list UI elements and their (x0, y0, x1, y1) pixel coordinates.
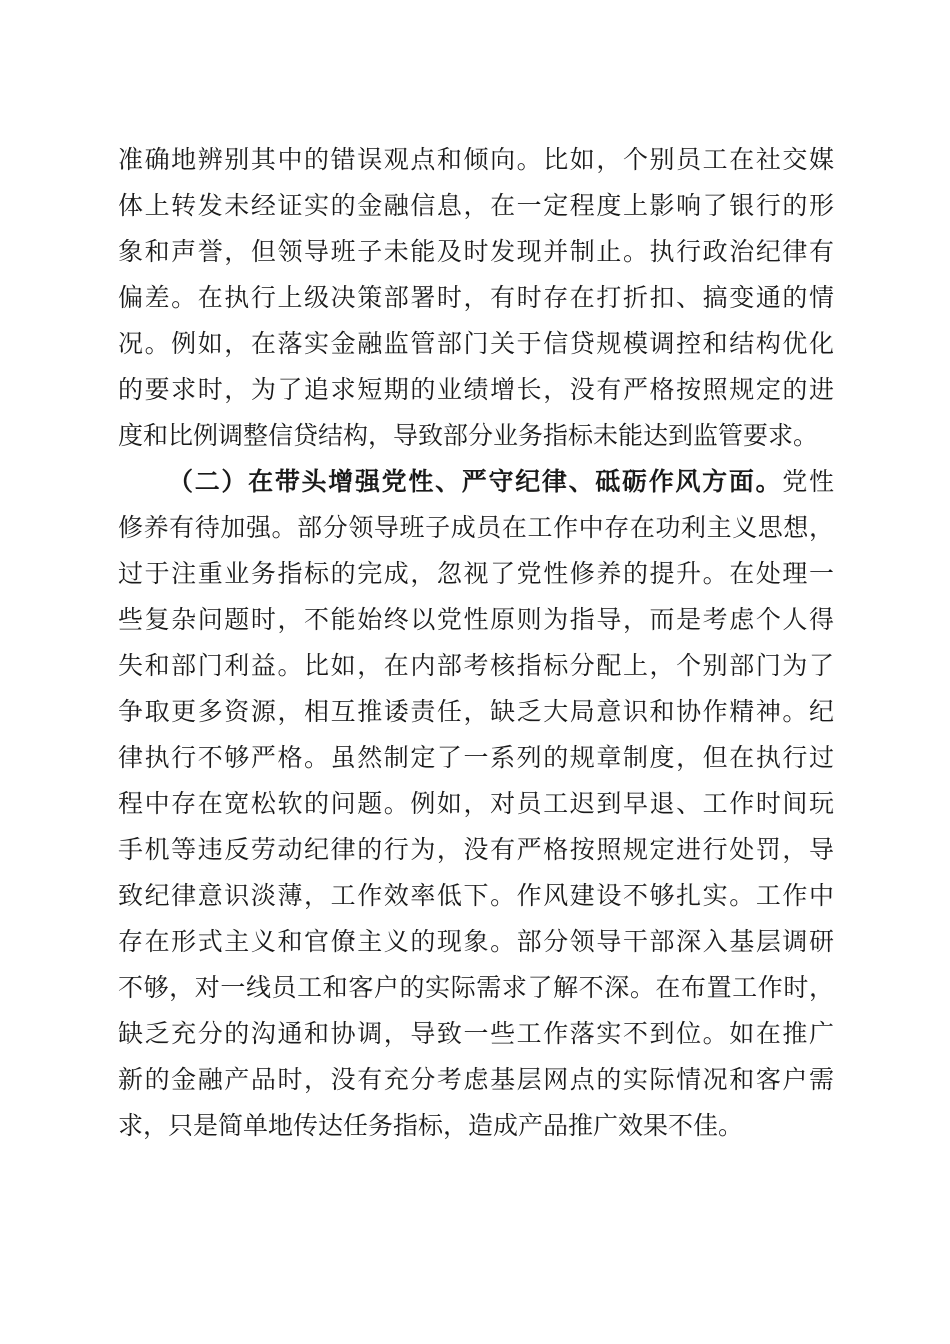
paragraph-2-line-9: 手机等违反劳动纪律的行为，没有严格按照规定进行处罚，导 (118, 835, 834, 864)
paragraph-1-line-2: 体上转发未经证实的金融信息，在一定程度上影响了银行的形 (118, 191, 834, 220)
paragraph-1-line-3: 象和声誉，但领导班子未能及时发现并制止。执行政治纪律有 (118, 237, 834, 266)
paragraph-2-line-15: 求，只是简单地传达任务指标，造成产品推广效果不佳。 (118, 1111, 744, 1140)
paragraph-2-line-5: 失和部门利益。比如，在内部考核指标分配上，个别部门为了 (118, 651, 834, 680)
paragraph-2-first-line (168, 462, 834, 502)
paragraph-2-line-14: 新的金融产品时，没有充分考虑基层网点的实际情况和客户需 (118, 1065, 834, 1094)
paragraph-2-line-6: 争取更多资源，相互推诿责任，缺乏大局意识和协作精神。纪 (118, 697, 834, 726)
paragraph-1-line-4: 偏差。在执行上级决策部署时，有时存在打折扣、搞变通的情 (118, 283, 834, 312)
paragraph-2-line-11: 存在形式主义和官僚主义的现象。部分领导干部深入基层调研 (118, 927, 834, 956)
paragraph-1-line-5: 况。例如，在落实金融监管部门关于信贷规模调控和结构优化 (118, 329, 834, 358)
paragraph-2-line-4: 些复杂问题时，不能始终以党性原则为指导，而是考虑个人得 (118, 605, 834, 634)
paragraph-2-line-2: 修养有待加强。部分领导班子成员在工作中存在功利主义思想， (118, 513, 834, 542)
paragraph-1-line-6: 的要求时，为了追求短期的业绩增长，没有严格按照规定的进 (118, 375, 834, 404)
paragraph-2-line-12: 不够，对一线员工和客户的实际需求了解不深。在布置工作时， (118, 973, 834, 1002)
paragraph-2-first-line-rest: 党性 (782, 467, 834, 496)
paragraph-2-line-7: 律执行不够严格。虽然制定了一系列的规章制度，但在执行过 (118, 743, 834, 772)
paragraph-2-line-10: 致纪律意识淡薄，工作效率低下。作风建设不够扎实。工作中 (118, 881, 834, 910)
paragraph-1-line-1: 准确地辨别其中的错误观点和倾向。比如，个别员工在社交媒 (118, 145, 834, 174)
paragraph-1-line-7: 度和比例调整信贷结构，导致部分业务指标未能达到监管要求。 (118, 421, 819, 450)
paragraph-2-line-3: 过于注重业务指标的完成，忽视了党性修养的提升。在处理一 (118, 559, 834, 588)
section-heading: （二）在带头增强党性、严守纪律、砥砺作风方面。 (168, 467, 783, 496)
paragraph-2-line-13: 缺乏充分的沟通和协调，导致一些工作落实不到位。如在推广 (118, 1019, 834, 1048)
paragraph-2-line-8: 程中存在宽松软的问题。例如，对员工迟到早退、工作时间玩 (118, 789, 834, 818)
